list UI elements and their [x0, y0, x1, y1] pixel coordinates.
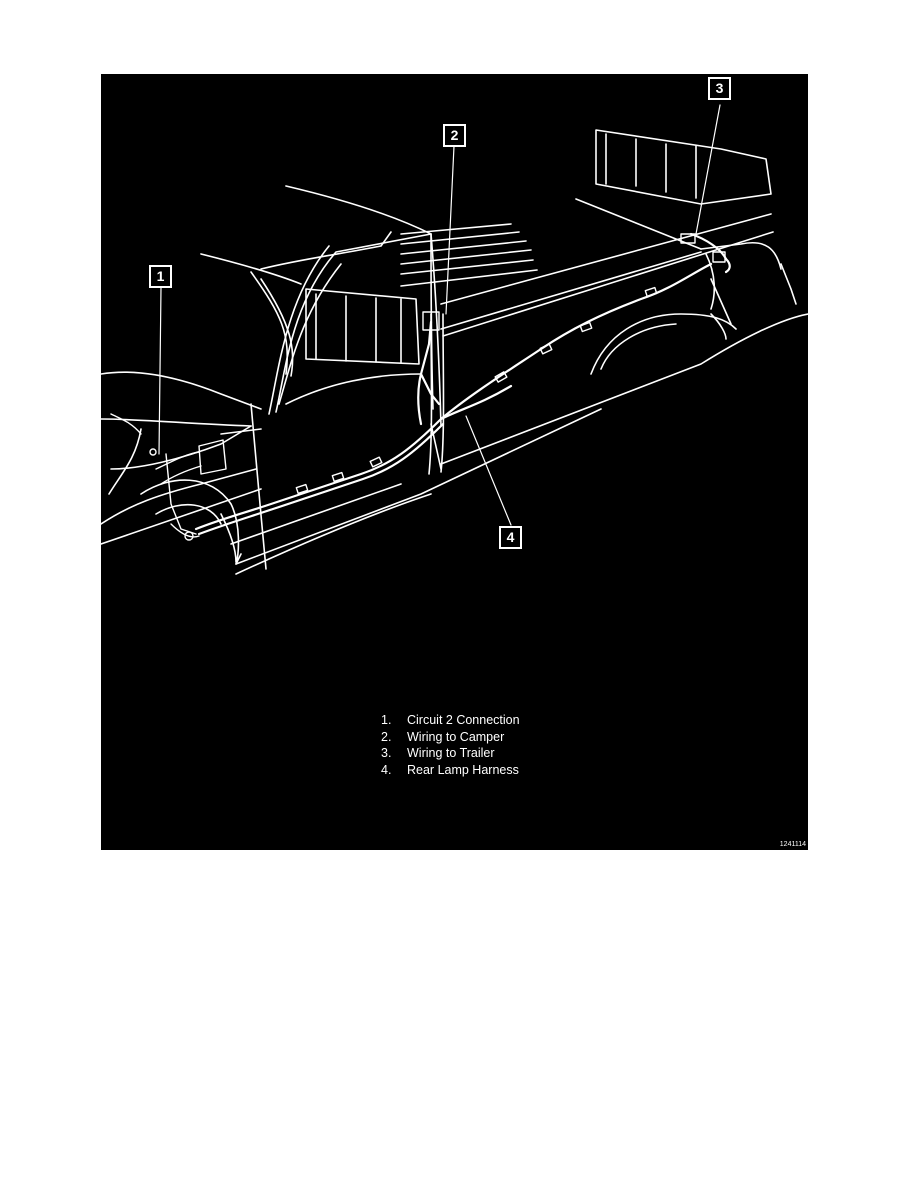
- bed-side: [441, 214, 808, 464]
- legend-number: 1.: [381, 713, 392, 727]
- rocker-panel: [231, 409, 601, 564]
- rear-window: [306, 289, 419, 364]
- legend-label: Wiring to Camper: [407, 729, 505, 744]
- callout-4: 4: [499, 526, 522, 549]
- figure-id: 1241114: [779, 841, 806, 848]
- legend-label: Rear Lamp Harness: [407, 762, 519, 777]
- hood-outline: [101, 254, 301, 544]
- front-wheel-arch: [141, 480, 238, 564]
- legend-number: 3.: [381, 746, 392, 760]
- legend-item: [381, 730, 681, 747]
- wiring-diagram-figure: [101, 74, 808, 850]
- legend-label: Circuit 2 Connection: [407, 713, 520, 727]
- bed-floor-slats: [401, 224, 537, 286]
- legend-number: 2.: [381, 729, 392, 744]
- callout-1: 1: [149, 265, 172, 288]
- legend-item: [381, 746, 681, 763]
- legend-item: [381, 713, 681, 730]
- callout-2: 2: [443, 124, 466, 147]
- legend-label: Wiring to Trailer: [407, 746, 495, 760]
- legend: [381, 713, 681, 779]
- legend-item: [381, 763, 681, 780]
- callout-3: 3: [708, 77, 731, 100]
- legend-number: 4.: [381, 762, 392, 777]
